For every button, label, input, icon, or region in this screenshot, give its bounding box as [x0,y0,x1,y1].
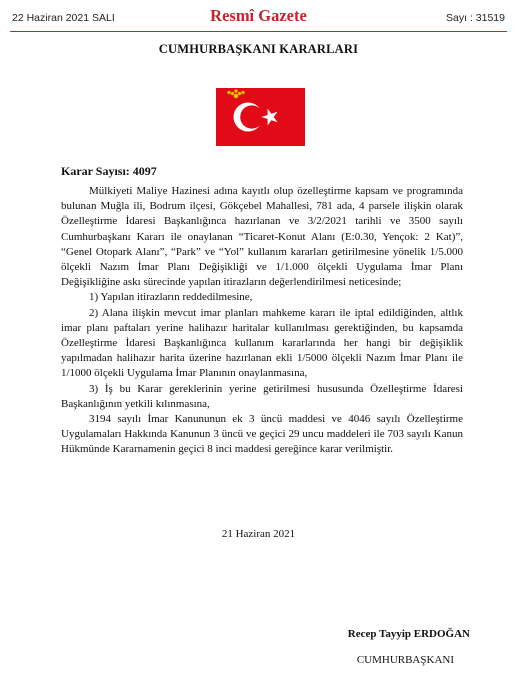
section-title: CUMHURBAŞKANI KARARLARI [158,42,359,56]
decision-number: Karar Sayısı: 4097 [61,164,157,178]
decision-body [61,184,463,458]
turkish-flag-icon [216,88,305,146]
paragraph-item-1: 1) Yapılan itirazların reddedilmesine, [89,291,253,304]
issue-number: Sayı : 31519 [446,12,505,24]
header-divider [10,31,507,32]
paragraph-legal-basis: 3194 sayılı İmar Kanununun ek 3 üncü maddesi ve 4046 sayılı Özelleştirme Uygulamaları Hakkında Kanunun 3 üncü ve geçici 29 uncu maddeleri ile 703 sayılı Kanun Hükmünde Kararnamenin geçici 8 inci maddesi gereğince karar verilmiştir. [61,413,463,456]
issue-date: 22 Haziran 2021 SALI [12,12,115,24]
paragraph-item-2: 2) Alana ilişkin mevcut imar planları mahkeme kararı ile iptal edildiğinden, altlık imar planı paftaları yerine halihazır haritalar kullanılması gerektiğinden, bu kapsamda Özelleştirme İdaresi Başkanlığınca kullanım kararlarında her hangi bir değişiklik yapılmadan halihazır harita üzerine hazırlanan ekli 1/5000 ölçekli Nazım İmar Planı ile 1/1000 ölçekli Uygulama İmar Planının onaylanmasına, [61,306,463,380]
signed-date: 21 Haziran 2021 [221,528,296,540]
signer-name: Recep Tayyip ERDOĞAN [347,628,470,640]
paragraph-intro: Mülkiyeti Maliye Hazinesi adına kayıtlı olup özelleştirme kapsam ve programında bulunan Muğla ili, Bodrum ilçesi, Gökçebel Mahallesi, 781 ada, 4 parsele ilişkin olarak Özelleştirme İdaresi Başkanlığınca hazırlanan ve 3/2/2021 tarihli ve 3500 sayılı Cumhurbaşkanı Kararı ile onaylanan “Ticaret-Konut Alanı (E:0.30, Yençok: 2 Kat)”, “Genel Otopark Alanı”, “Park” ve “Yol” kullanım kararları getirilmesine yönelik 1/5.000 ölçekli Nazım İmar Planı Değişikliği ve 1/1.000 ölçekli Uygulama İmar Planı Değişikliğine askı sürecinde yapılan itirazların değerlendirilmesi neticesinde; [61,185,463,289]
signer-title: CUMHURBAŞKANI [356,654,454,666]
gazette-header [0,0,517,34]
paragraph-item-3: 3) İş bu Karar gereklerinin yerine getirilmesi hususunda Özelleştirme İdaresi Başkanlığının yetkili kılınmasına, [61,382,463,410]
gazette-title: Resmî Gazete [210,6,307,25]
